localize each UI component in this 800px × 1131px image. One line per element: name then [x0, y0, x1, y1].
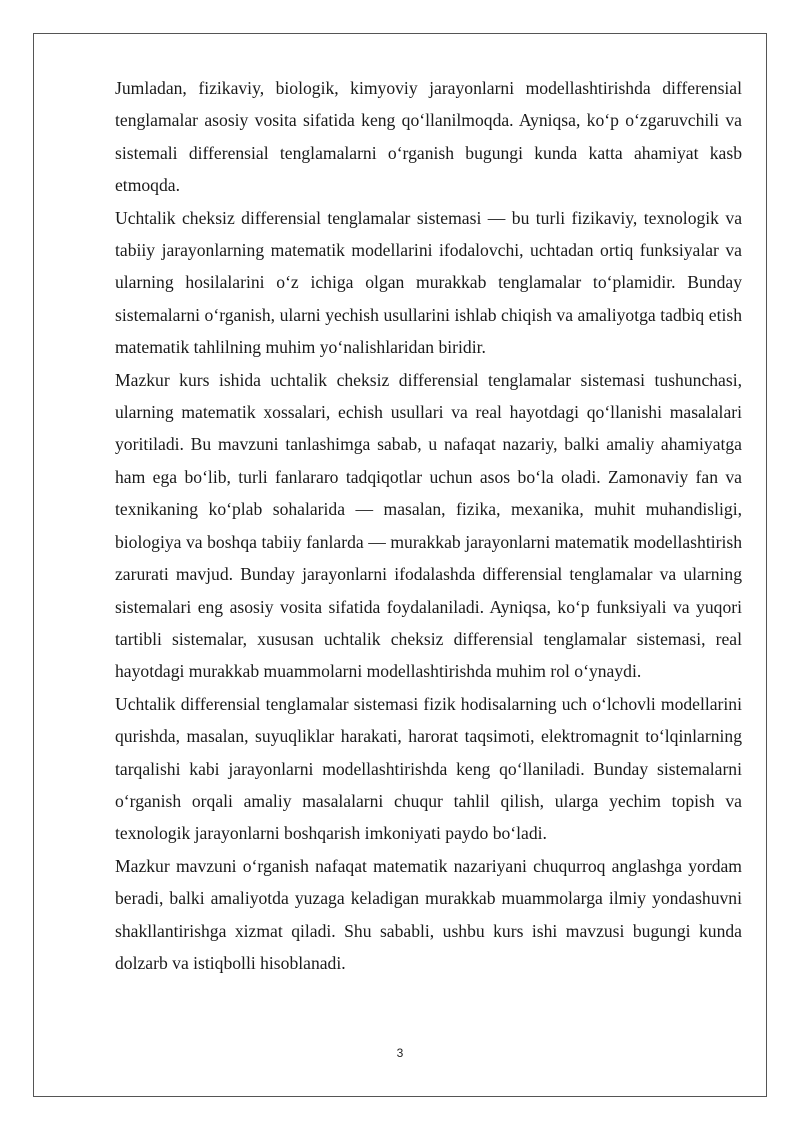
paragraph: Mazkur kurs ishida uchtalik cheksiz differensial tenglamalar sistemasi tushunchasi, ularning matematik xossalari, echish usullari va real hayotdagi qo‘llanishi masalalari yoritiladi. Bu mavzuni tanlashimga sabab, u nafaqat nazariy, balki amaliy ahamiyatga ham ega bo‘lib, turli fanlararo tadqiqotlar uchun asos bo‘la oladi. Zamonaviy fan va texnikaning ko‘plab sohalarida — masalan, fizika, mexanika, muhit muhandisligi, biologiya va boshqa tabiiy fanlarda — murakkab jarayonlarni matematik modellashtirish zarurati mavjud. Bunday jarayonlarni ifodalashda differensial tenglamalar va ularning sistemalari eng asosiy vosita sifatida foydalaniladi. Ayniqsa, ko‘p funksiyali va yuqori tartibli sistemalar, xususan uchtalik cheksiz differensial tenglamalar sistemasi, real hayotdagi murakkab muammolarni modellashtirishda muhim rol o‘ynaydi. — [115, 369, 742, 682]
paragraph: Mazkur mavzuni o‘rganish nafaqat matematik nazariyani chuqurroq anglashga yordam beradi, balki amaliyotda yuzaga keladigan murakkab muammolarga ilmiy yondashuvni shakllantirishga xizmat qiladi. Shu sababli, ushbu kurs ishi mavzusi bugungi kunda dolzarb va istiqbolli hisoblanadi. — [115, 855, 742, 973]
paragraph: Uchtalik cheksiz differensial tenglamalar sistemasi — bu turli fizikaviy, texnologik va tabiiy jarayonlarning matematik modellarini ifodalovchi, uchtadan ortiq funksiyalar va ularning hosilalarini o‘z ichiga olgan murakkab tenglamalar to‘plamidir. Bunday sistemalarni o‘rganish, ularni yechish usullarini ishlab chiqish va amaliyotga tadbiq etish matematik tahlilning muhim yo‘nalishlaridan biridir. — [115, 207, 742, 358]
paragraph: Jumladan, fizikaviy, biologik, kimyoviy jarayonlarni modellashtirishda differensial tenglamalar asosiy vosita sifatida keng qo‘llanilmoqda. Ayniqsa, ko‘p o‘zgaruvchili va sistemali differensial tenglamalarni o‘rganish bugungi kunda katta ahamiyat kasb etmoqda. — [115, 78, 742, 196]
document-body — [115, 72, 742, 979]
paragraph: Uchtalik differensial tenglamalar sistemasi fizik hodisalarning uch o‘lchovli modellarini qurishda, masalan, suyuqliklar harakati, harorat taqsimoti, elektromagnit to‘lqinlarning tarqalishi kabi jarayonlarni modellashtirishda keng qo‘llaniladi. Bunday sistemalarni o‘rganish orqali amaliy masalalarni chuqur tahlil qilish, ularga yechim topish va texnologik jarayonlarni boshqarish imkoniyati paydo bo‘ladi. — [115, 693, 742, 844]
page-number: 3 — [396, 1046, 404, 1060]
